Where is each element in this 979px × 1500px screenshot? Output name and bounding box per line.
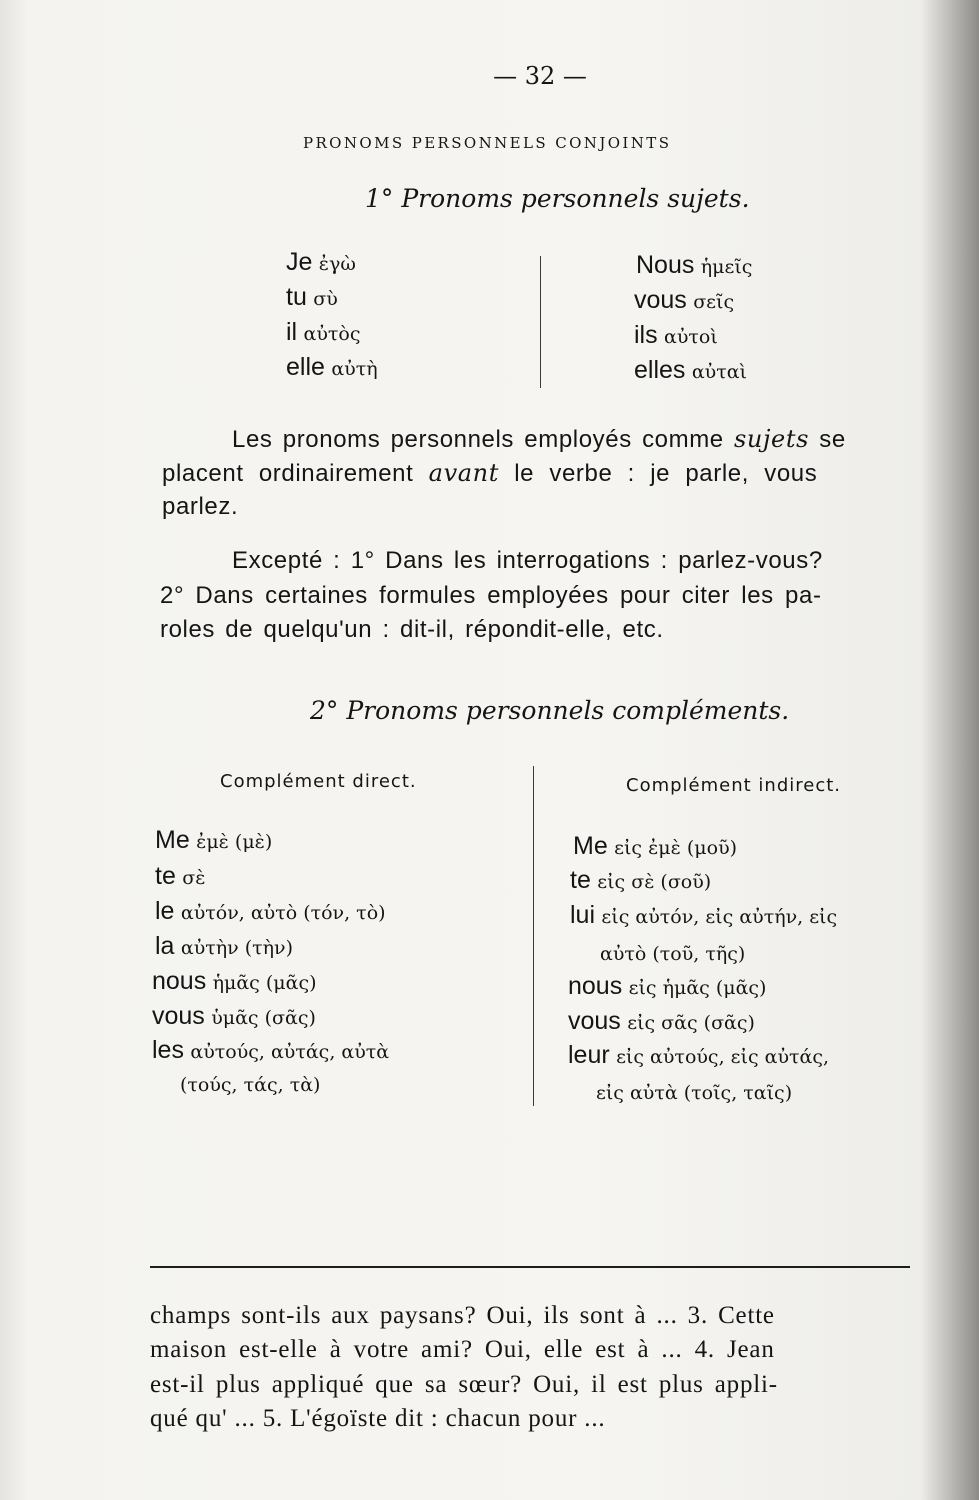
pronoun-row: ils αὐτοὶ bbox=[634, 321, 718, 349]
separator-rule bbox=[150, 1266, 910, 1268]
direct-column-header: Complément direct. bbox=[220, 771, 417, 792]
pronoun-row: Je ἐγὼ bbox=[286, 248, 356, 276]
pronoun-row: elles αὐταὶ bbox=[634, 356, 747, 384]
pronoun-row: Nous ἡμεῖς bbox=[636, 251, 753, 279]
pronoun-row: Me εἰς ἐμὲ (μοῦ) bbox=[573, 832, 738, 860]
pronoun-row: lui εἰς αὐτόν, εἰς αὐτήν, εἰς bbox=[570, 901, 838, 929]
pronoun-row: nous ἡμᾶς (μᾶς) bbox=[152, 967, 317, 995]
paragraph-line: 2° Dans certaines formules employées pour citer les pa- bbox=[160, 582, 822, 609]
paragraph-line: Excepté : 1° Dans les interrogations : parlez-vous? bbox=[232, 547, 823, 574]
paragraph-line: parlez. bbox=[162, 493, 239, 520]
pronoun-row: εἰς αὐτὰ (τοῖς, ταῖς) bbox=[596, 1082, 793, 1104]
subjects-heading: 1° Pronoms personnels sujets. bbox=[365, 184, 750, 213]
pronoun-row: vous ὑμᾶς (σᾶς) bbox=[152, 1002, 316, 1030]
paragraph-line: placent ordinairement avant le verbe : je parle, vous bbox=[162, 459, 818, 487]
column-divider bbox=[533, 766, 534, 1106]
pronoun-row: il αὐτὸς bbox=[286, 318, 361, 346]
exercise-line: maison est-elle à votre ami? Oui, elle est à ... 4. Jean bbox=[150, 1336, 775, 1363]
section-title: PRONOMS PERSONNELS CONJOINTS bbox=[303, 134, 672, 152]
paragraph-line: Les pronoms personnels employés comme sujets se bbox=[232, 425, 846, 453]
pronoun-row: te σὲ bbox=[155, 862, 206, 890]
paragraph-line: roles de quelqu'un : dit-il, répondit-elle, etc. bbox=[160, 616, 664, 643]
pronoun-row: elle αὐτὴ bbox=[286, 353, 378, 381]
pronoun-row: les αὐτούς, αὐτάς, αὐτὰ bbox=[152, 1036, 390, 1064]
pronoun-row: tu σὺ bbox=[286, 283, 338, 311]
pronoun-row: vous σεῖς bbox=[634, 286, 735, 314]
indirect-column-header: Complément indirect. bbox=[626, 775, 842, 796]
pronoun-row: nous εἰς ἡμᾶς (μᾶς) bbox=[568, 972, 767, 1000]
pronoun-row: Me ἐμὲ (μὲ) bbox=[155, 826, 273, 854]
pronoun-row: αὐτὸ (τοῦ, τῆς) bbox=[600, 943, 746, 965]
pronoun-row: leur εἰς αὐτούς, εἰς αὐτάς, bbox=[568, 1041, 830, 1069]
pronoun-row: vous εἰς σᾶς (σᾶς) bbox=[568, 1007, 755, 1035]
column-divider bbox=[540, 256, 541, 388]
complements-heading: 2° Pronoms personnels compléments. bbox=[310, 696, 790, 725]
pronoun-row: le αὐτόν, αὐτὸ (τόν, τὸ) bbox=[155, 897, 386, 925]
page-number: — 32 — bbox=[493, 62, 587, 90]
exercise-line: champs sont-ils aux paysans? Oui, ils sont à ... 3. Cette bbox=[150, 1302, 775, 1329]
pronoun-continuation: (τούς, τάς, τὰ) bbox=[180, 1074, 321, 1096]
pronoun-row: la αὐτὴν (τὴν) bbox=[155, 932, 293, 960]
pronoun-row: te εἰς σὲ (σοῦ) bbox=[570, 866, 712, 894]
exercise-line: est-il plus appliqué que sa sœur? Oui, il est plus appli- bbox=[150, 1371, 778, 1398]
exercise-line: qué qu' ... 5. L'égoïste dit : chacun pour ... bbox=[150, 1405, 606, 1432]
